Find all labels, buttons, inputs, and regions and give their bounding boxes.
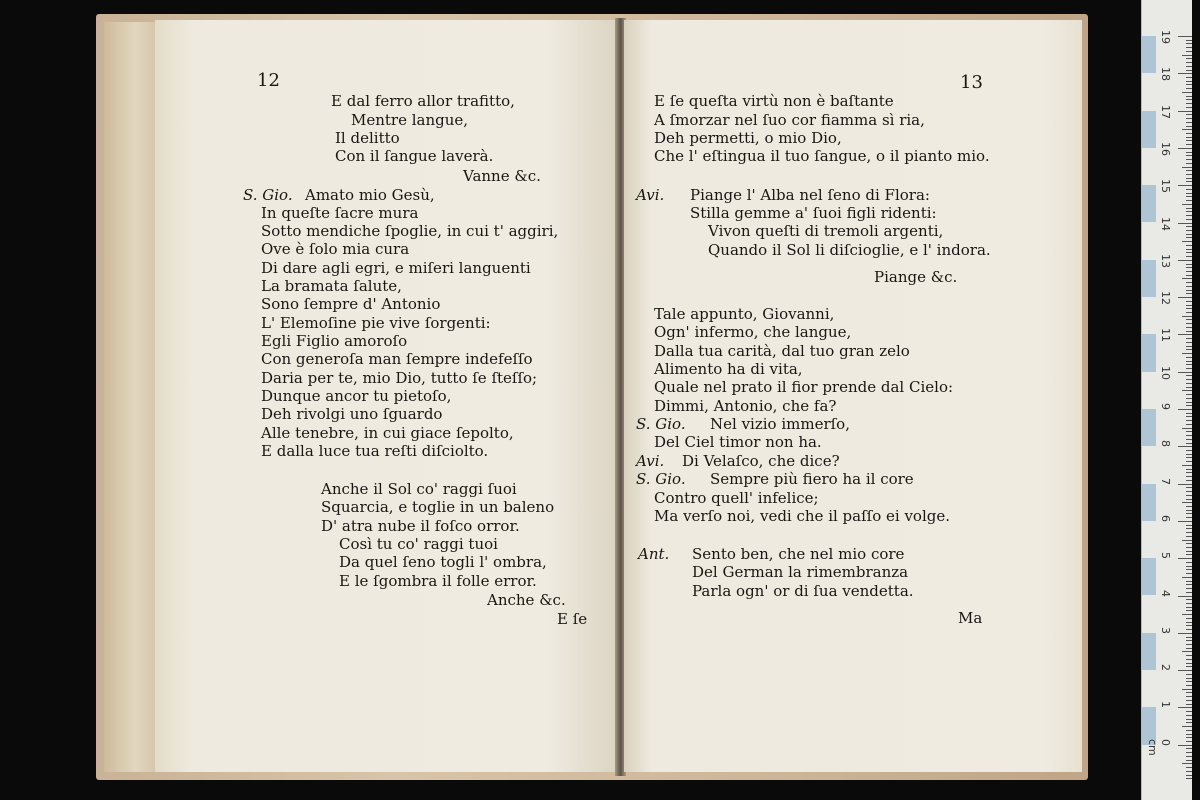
ruler-tick xyxy=(1186,96,1192,97)
ruler-tick xyxy=(1186,610,1192,611)
ruler-tick xyxy=(1186,267,1192,268)
ruler-tick xyxy=(1186,163,1192,164)
ruler-tick xyxy=(1186,234,1192,235)
speaker-label: Avi. xyxy=(636,186,665,204)
verse-line: Il delitto xyxy=(335,129,400,147)
ruler-tick xyxy=(1182,614,1192,615)
ruler-tick xyxy=(1186,760,1192,761)
ruler-number: 10 xyxy=(1159,365,1172,380)
ruler-tick xyxy=(1182,55,1192,56)
verse-line: A ſmorzar nel ſuo cor fiamma sì ria, xyxy=(654,111,925,129)
ruler-tick xyxy=(1186,581,1192,582)
verse-line: Sono ſempre d' Antonio xyxy=(261,295,441,313)
ruler-tick xyxy=(1186,327,1192,328)
verse-line: Dunque ancor tu pietoſo, xyxy=(261,387,452,405)
ruler-tick xyxy=(1186,435,1192,436)
ruler-number: 11 xyxy=(1159,328,1172,343)
ruler-tick xyxy=(1186,103,1192,104)
aria-line: Del German la rimembranza xyxy=(692,563,909,581)
cue-line: Vanne &c. xyxy=(463,167,541,185)
ruler-tick xyxy=(1178,633,1192,634)
ruler-tick xyxy=(1186,655,1192,656)
aria-line: Da quel ſeno togli l' ombra, xyxy=(339,553,547,571)
ruler-tick xyxy=(1186,308,1192,309)
ruler-tick xyxy=(1186,245,1192,246)
aria-line: Anche il Sol co' raggi ſuoi xyxy=(321,480,517,498)
verse-line: Sotto mendiche ſpoglie, in cui t' aggiri, xyxy=(261,222,559,240)
ruler-tick xyxy=(1186,51,1192,52)
ruler-tick xyxy=(1186,734,1192,735)
ruler-tick xyxy=(1186,416,1192,417)
ruler-tick xyxy=(1186,375,1192,376)
ruler-tick xyxy=(1186,547,1192,548)
ruler-tick xyxy=(1182,278,1192,279)
ruler-band xyxy=(1142,633,1156,670)
ruler-tick xyxy=(1186,264,1192,265)
ruler-tick xyxy=(1186,155,1192,156)
verse-line: E dal ferro allor trafitto, xyxy=(331,92,515,110)
ruler-tick xyxy=(1186,88,1192,89)
ruler-tick xyxy=(1186,193,1192,194)
measuring-ruler xyxy=(1141,0,1192,800)
ruler-tick xyxy=(1186,692,1192,693)
ruler-band xyxy=(1142,185,1156,222)
verse-line: In queſte ſacre mura xyxy=(261,204,419,222)
ruler-tick xyxy=(1186,196,1192,197)
ruler-tick xyxy=(1178,707,1192,708)
ruler-tick xyxy=(1178,334,1192,335)
ruler-tick xyxy=(1186,290,1192,291)
ruler-number: 18 xyxy=(1159,67,1172,82)
ruler-tick xyxy=(1178,446,1192,447)
ruler-tick xyxy=(1178,260,1192,261)
ruler-tick xyxy=(1182,129,1192,130)
ruler-tick xyxy=(1186,40,1192,41)
ruler-tick xyxy=(1186,368,1192,369)
ruler-tick xyxy=(1182,241,1192,242)
aria-line: Parla ogn' or di ſua vendetta. xyxy=(692,582,914,600)
ruler-tick xyxy=(1186,618,1192,619)
ruler-tick xyxy=(1178,670,1192,671)
ruler-tick xyxy=(1186,137,1192,138)
ruler-tick xyxy=(1186,394,1192,395)
ruler-tick xyxy=(1186,506,1192,507)
ruler-tick xyxy=(1186,607,1192,608)
ruler-tick xyxy=(1186,413,1192,414)
ruler-tick xyxy=(1186,424,1192,425)
ruler-tick xyxy=(1186,357,1192,358)
verse-line: E ſe queſta virtù non è baſtante xyxy=(654,92,894,110)
ruler-tick xyxy=(1186,748,1192,749)
ruler-tick xyxy=(1186,293,1192,294)
ruler-tick xyxy=(1186,674,1192,675)
endpaper-strip xyxy=(104,22,156,772)
ruler-tick xyxy=(1186,775,1192,776)
ruler-tick xyxy=(1186,200,1192,201)
dialogue-line: Di Velaſco, che dice? xyxy=(682,452,840,470)
ruler-tick xyxy=(1186,678,1192,679)
ruler-tick xyxy=(1186,719,1192,720)
verse-line: Quale nel prato il fior prende dal Cielo: xyxy=(654,378,954,396)
ruler-number: 15 xyxy=(1159,179,1172,194)
ruler-tick xyxy=(1186,189,1192,190)
ruler-tick xyxy=(1186,47,1192,48)
ruler-tick xyxy=(1186,349,1192,350)
right-page xyxy=(624,20,1082,772)
aria-line: D' atra nube il foſco orror. xyxy=(321,517,520,535)
ruler-tick xyxy=(1186,525,1192,526)
verse-line: Daria per te, mio Dio, tutto ſe ſteſſo; xyxy=(261,369,538,387)
ruler-band xyxy=(1142,260,1156,297)
ruler-band xyxy=(1142,484,1156,521)
verse-line: La bramata ſalute, xyxy=(261,277,402,295)
ruler-tick xyxy=(1186,737,1192,738)
ruler-tick xyxy=(1182,167,1192,168)
ruler-tick xyxy=(1178,223,1192,224)
ruler-tick xyxy=(1178,297,1192,298)
ruler-number: 19 xyxy=(1159,30,1172,44)
ruler-number: 12 xyxy=(1159,291,1172,306)
ruler-tick xyxy=(1182,651,1192,652)
ruler-number: 3 xyxy=(1159,626,1172,634)
ruler-tick xyxy=(1186,569,1192,570)
ruler-tick xyxy=(1186,457,1192,458)
ruler-tick xyxy=(1186,159,1192,160)
ruler-tick xyxy=(1186,219,1192,220)
aria-line: Sento ben, che nel mio core xyxy=(692,545,905,563)
verse-line: L' Elemoſine pie vive ſorgenti: xyxy=(261,314,491,332)
ruler-tick xyxy=(1186,226,1192,227)
aria-line: Stilla gemme a' ſuoi figli ridenti: xyxy=(690,204,937,222)
ruler-tick xyxy=(1186,70,1192,71)
catchword: Ma xyxy=(958,609,983,627)
ruler-tick xyxy=(1186,237,1192,238)
ruler-tick xyxy=(1182,577,1192,578)
verse-line: E dalla luce tua reſti diſciolto. xyxy=(261,442,489,460)
ruler-number: 0 cm xyxy=(1146,738,1172,756)
ruler-tick xyxy=(1186,286,1192,287)
ruler-tick xyxy=(1186,778,1192,779)
ruler-tick xyxy=(1186,338,1192,339)
ruler-number: 5 xyxy=(1159,552,1172,560)
ruler-tick xyxy=(1186,312,1192,313)
ruler-tick xyxy=(1186,510,1192,511)
ruler-tick xyxy=(1186,622,1192,623)
cue-line: Anche &c. xyxy=(487,591,566,609)
ruler-tick xyxy=(1186,472,1192,473)
speaker-label: Ant. xyxy=(638,545,670,563)
verse-line: Di dare agli egri, e miſeri languenti xyxy=(261,259,531,277)
page-number: 13 xyxy=(960,72,983,93)
ruler-tick xyxy=(1186,551,1192,552)
ruler-tick xyxy=(1186,704,1192,705)
ruler-tick xyxy=(1186,122,1192,123)
ruler-tick xyxy=(1186,685,1192,686)
ruler-tick xyxy=(1186,81,1192,82)
ruler-tick xyxy=(1186,379,1192,380)
dialogue-line: Sempre più fiero ha il core xyxy=(710,470,914,488)
ruler-tick xyxy=(1186,625,1192,626)
aria-line: Così tu co' raggi tuoi xyxy=(339,535,498,553)
verse-line: Deh permetti, o mio Dio, xyxy=(654,129,842,147)
ruler-tick xyxy=(1178,484,1192,485)
ruler-tick xyxy=(1186,767,1192,768)
ruler-tick xyxy=(1186,402,1192,403)
ruler-tick xyxy=(1186,58,1192,59)
ruler-tick xyxy=(1186,211,1192,212)
ruler-tick xyxy=(1186,480,1192,481)
ruler-tick xyxy=(1186,43,1192,44)
dialogue-line: Del Ciel timor non ha. xyxy=(654,433,822,451)
ruler-tick xyxy=(1186,387,1192,388)
ruler-tick xyxy=(1186,491,1192,492)
verse-line: Dimmi, Antonio, che fa? xyxy=(654,397,837,415)
ruler-tick xyxy=(1186,450,1192,451)
ruler-tick xyxy=(1186,771,1192,772)
ruler-tick xyxy=(1178,372,1192,373)
ruler-tick xyxy=(1186,405,1192,406)
page-number: 12 xyxy=(257,70,280,91)
verse-line: Con il ſangue laverà. xyxy=(335,147,494,165)
ruler-tick xyxy=(1186,681,1192,682)
ruler-tick xyxy=(1186,361,1192,362)
verse-line: Deh rivolgi uno ſguardo xyxy=(261,405,443,423)
dialogue-line: Nel vizio immerſo, xyxy=(710,415,850,433)
speaker-label: S. Gio. xyxy=(636,415,686,433)
ruler-number: 2 xyxy=(1159,664,1172,672)
dialogue-line: Contro quell' infelice; xyxy=(654,489,819,507)
ruler-tick xyxy=(1186,532,1192,533)
ruler-tick xyxy=(1186,592,1192,593)
ruler-tick xyxy=(1186,637,1192,638)
ruler-tick xyxy=(1178,596,1192,597)
ruler-tick xyxy=(1186,517,1192,518)
ruler-band xyxy=(1142,111,1156,148)
ruler-tick xyxy=(1186,476,1192,477)
ruler-tick xyxy=(1186,208,1192,209)
ruler-tick xyxy=(1186,181,1192,182)
ruler-tick xyxy=(1186,252,1192,253)
aria-line: Piange l' Alba nel ſeno di Flora: xyxy=(690,186,930,204)
ruler-number: 8 xyxy=(1159,440,1172,448)
ruler-number: 7 xyxy=(1159,477,1172,485)
ruler-tick xyxy=(1178,148,1192,149)
aria-line: Squarcia, e toglie in un baleno xyxy=(321,498,555,516)
ruler-tick xyxy=(1186,499,1192,500)
ruler-number: 6 xyxy=(1159,514,1172,522)
ruler-tick xyxy=(1186,495,1192,496)
speaker-label: Avi. xyxy=(636,452,665,470)
left-page xyxy=(155,20,617,772)
ruler-tick xyxy=(1178,558,1192,559)
ruler-tick xyxy=(1186,543,1192,544)
speaker-label: S. Gio. xyxy=(243,186,293,204)
verse-line: Ogn' infermo, che langue, xyxy=(654,323,852,341)
ruler-tick xyxy=(1186,663,1192,664)
ruler-tick xyxy=(1186,469,1192,470)
ruler-tick xyxy=(1182,428,1192,429)
ruler-tick xyxy=(1186,84,1192,85)
ruler-number: 16 xyxy=(1159,141,1172,156)
ruler-number: 9 xyxy=(1159,403,1172,410)
ruler-tick xyxy=(1186,648,1192,649)
verse-line: Mentre langue, xyxy=(351,111,469,129)
ruler-tick xyxy=(1186,487,1192,488)
ruler-tick xyxy=(1186,562,1192,563)
ruler-tick xyxy=(1186,573,1192,574)
ruler-tick xyxy=(1186,666,1192,667)
aria-line: Vivon queſti di tremoli argenti, xyxy=(708,222,944,240)
ruler-tick xyxy=(1186,346,1192,347)
ruler-tick xyxy=(1178,73,1192,74)
ruler-tick xyxy=(1186,629,1192,630)
verse-line: Ove è ſolo mia cura xyxy=(261,240,410,258)
ruler-tick xyxy=(1182,540,1192,541)
ruler-tick xyxy=(1186,152,1192,153)
cue-line: Piange &c. xyxy=(874,268,958,286)
ruler-number: 1 xyxy=(1159,701,1172,709)
ruler-band xyxy=(1142,36,1156,73)
ruler-band xyxy=(1142,558,1156,595)
ruler-tick xyxy=(1186,77,1192,78)
ruler-tick xyxy=(1186,756,1192,757)
ruler-tick xyxy=(1186,342,1192,343)
ruler-tick xyxy=(1186,144,1192,145)
ruler-tick xyxy=(1186,178,1192,179)
ruler-tick xyxy=(1186,700,1192,701)
ruler-tick xyxy=(1186,364,1192,365)
ruler-tick xyxy=(1186,249,1192,250)
ruler-tick xyxy=(1178,185,1192,186)
ruler-tick xyxy=(1186,599,1192,600)
ruler-tick xyxy=(1182,92,1192,93)
aria-line: E le ſgombra il folle error. xyxy=(339,572,537,590)
ruler-tick xyxy=(1186,711,1192,712)
ruler-tick xyxy=(1186,256,1192,257)
ruler-tick xyxy=(1182,204,1192,205)
ruler-tick xyxy=(1186,741,1192,742)
ruler-tick xyxy=(1186,140,1192,141)
ruler-tick xyxy=(1178,521,1192,522)
ruler-tick xyxy=(1186,107,1192,108)
ruler-tick xyxy=(1182,465,1192,466)
ruler-tick xyxy=(1182,316,1192,317)
ruler-tick xyxy=(1186,62,1192,63)
ruler-tick xyxy=(1186,431,1192,432)
ruler-tick xyxy=(1186,536,1192,537)
ruler-tick xyxy=(1186,230,1192,231)
ruler-tick xyxy=(1186,66,1192,67)
ruler-tick xyxy=(1186,133,1192,134)
dialogue-line: Ma verſo noi, vedi che il paſſo ei volge. xyxy=(654,507,950,525)
ruler-tick xyxy=(1186,114,1192,115)
ruler-tick xyxy=(1186,118,1192,119)
ruler-tick xyxy=(1186,454,1192,455)
ruler-number: 17 xyxy=(1159,104,1172,119)
verse-line: Con generoſa man ſempre indefeſſo xyxy=(261,350,533,368)
ruler-tick xyxy=(1186,443,1192,444)
ruler-tick xyxy=(1186,554,1192,555)
ruler-tick xyxy=(1186,305,1192,306)
ruler-tick xyxy=(1186,584,1192,585)
verse-line: Alle tenebre, in cui giace ſepolto, xyxy=(261,424,514,442)
ruler-tick xyxy=(1186,640,1192,641)
ruler-tick xyxy=(1186,271,1192,272)
ruler-tick xyxy=(1186,588,1192,589)
ruler-tick xyxy=(1186,383,1192,384)
ruler-tick xyxy=(1186,319,1192,320)
ruler-tick xyxy=(1186,730,1192,731)
ruler-tick xyxy=(1182,390,1192,391)
ruler-tick xyxy=(1186,282,1192,283)
ruler-tick xyxy=(1186,439,1192,440)
ruler-tick xyxy=(1186,566,1192,567)
verse-line: Dalla tua carità, dal tuo gran zelo xyxy=(654,342,910,360)
ruler-tick xyxy=(1186,513,1192,514)
ruler-tick xyxy=(1186,331,1192,332)
speaker-label: S. Gio. xyxy=(636,470,686,488)
ruler-tick xyxy=(1186,722,1192,723)
ruler-tick xyxy=(1186,461,1192,462)
ruler-tick xyxy=(1178,745,1192,746)
verse-line: Tale appunto, Giovanni, xyxy=(654,305,835,323)
ruler-tick xyxy=(1182,353,1192,354)
ruler-tick xyxy=(1182,502,1192,503)
ruler-tick xyxy=(1178,111,1192,112)
ruler-tick xyxy=(1186,275,1192,276)
ruler-tick xyxy=(1182,689,1192,690)
ruler-number: 14 xyxy=(1159,216,1172,231)
ruler-tick xyxy=(1186,126,1192,127)
ruler-tick xyxy=(1186,696,1192,697)
ruler-tick xyxy=(1186,528,1192,529)
ruler-tick xyxy=(1186,301,1192,302)
ruler-tick xyxy=(1186,603,1192,604)
verse-line: Amato mio Gesù, xyxy=(305,186,435,204)
ruler-tick xyxy=(1182,726,1192,727)
ruler-tick xyxy=(1186,752,1192,753)
ruler-tick xyxy=(1186,659,1192,660)
ruler-tick xyxy=(1178,409,1192,410)
ruler-tick xyxy=(1186,323,1192,324)
ruler-tick xyxy=(1186,398,1192,399)
verse-line: Che l' eſtingua il tuo ſangue, o il pianto mio. xyxy=(654,147,990,165)
ruler-band xyxy=(1142,409,1156,446)
ruler-number: 13 xyxy=(1159,253,1172,268)
ruler-band xyxy=(1142,334,1156,371)
ruler-tick xyxy=(1186,174,1192,175)
ruler-tick xyxy=(1186,644,1192,645)
ruler-tick xyxy=(1186,420,1192,421)
verse-line: Alimento ha di vita, xyxy=(654,360,803,378)
catchword: E ſe xyxy=(557,610,588,628)
ruler-tick xyxy=(1182,763,1192,764)
ruler-tick xyxy=(1186,99,1192,100)
ruler-number: 4 xyxy=(1159,589,1172,597)
ruler-tick xyxy=(1178,36,1192,37)
aria-line: Quando il Sol li diſcioglie, e l' indora. xyxy=(708,241,991,259)
verse-line: Egli Figlio amoroſo xyxy=(261,332,408,350)
ruler-tick xyxy=(1186,170,1192,171)
ruler-tick xyxy=(1186,715,1192,716)
ruler-tick xyxy=(1186,215,1192,216)
